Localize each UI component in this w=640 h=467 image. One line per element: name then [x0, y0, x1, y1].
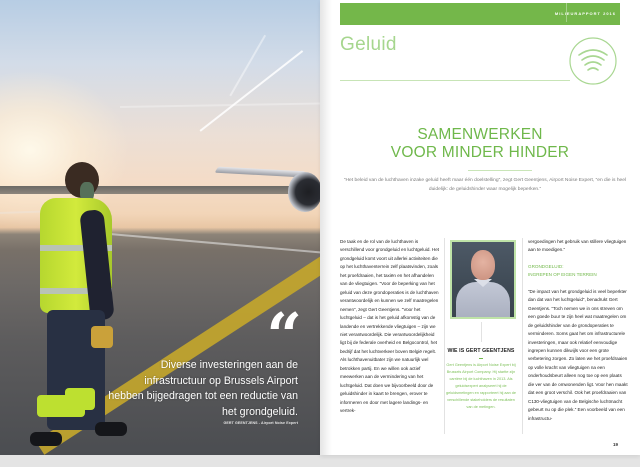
spine-shadow	[320, 0, 332, 455]
portrait-shirt	[456, 282, 510, 319]
headline-line-1: SAMENWERKEN	[417, 126, 543, 143]
subhead-line-2: INGREPEN OP EIGEN TERREIN	[528, 272, 597, 278]
worker-boot	[30, 432, 62, 446]
pull-quote: Diverse investeringen aan de infrastructuur op Brussels Airport hebben bijgedragen tot een reductie van het grondgeluid.	[108, 359, 298, 418]
headline-rule	[468, 170, 532, 171]
right-page	[320, 0, 640, 455]
article-column-1	[340, 238, 440, 416]
headline-line-2: VOOR MINDER HINDER	[390, 144, 570, 161]
quotation-mark-icon: “	[266, 299, 298, 372]
column-rule	[522, 238, 523, 434]
contrail	[200, 50, 303, 131]
airplane-engine	[288, 172, 320, 212]
column-1-text: De taak en de rol van de luchthaven is verschillend voor grondgeluid en luchtgeluid. Het grondgeluid komt voort uit allerlei activiteiten die op het luchthaventerrein zelf plaatsvinden, zoals het proefdraaien, het taxiën en het afhandelen van de vliegtuigen. “Voor de beperking van het geluid van deze grondoperaties is de luchthaven verantwoordelijk en kunnen we zelf maatregelen nemen”, zegt Gert Geentjens. “Voor het luchtgeluid – dat is het geluid afkomstig van de landende en vertrekkende vliegtuigen – zijn we niet verantwoordelijk. Die verantwoordelijkheid ligt bij de federale overheid en Belgocontrol, het bedrijf dat het luchtverkeer boven België regelt. Als luchthavenuitbater zijn we natuurlijk wel betrokken partij. En we willen ook actief meewerken aan de vermindering van het luchtgeluid. Dat doen we bijvoorbeeld door de geluidshinder in kaart te brengen, erover te informeren en door met lagere landings- en vertrek-	[340, 239, 440, 414]
bio-dash	[479, 358, 483, 359]
column-3-body: “De impact van het grondgeluid is veel beperkter dan dat van het luchtgeluid”, benadrukt Gert Geentjens. “Toch nemen we in ons streven om een goede buur te zijn heel wat maatregelen om de geluidshinder van de grondoperaties te verminderen. Soms gaat het om infrastructurele investeringen, maar ook relatief eenvoudige ingrepen kunnen dikwijls voor een grote verbetering zorgen. Zo laten we het proefdraaien op volle kracht van vliegtuigen na een onderhoudsbeurt alleen nog toe op een plaats die ver van de omwonenden ligt. Voor hen maakt dat een groot verschil. Ook het proefdraaien van C130-vliegtuigen van de Belgische luchtmacht gebeurt nu op die plek.” Een voorbeeld van een infrastructu-	[528, 288, 628, 421]
sidebar-connector	[481, 322, 482, 342]
pull-quote-attribution: GERT GEENTJENS - Airport Noise Expert	[223, 421, 298, 425]
section-rule	[340, 80, 570, 81]
subhead-line-1: GRONDGELUID:	[528, 263, 564, 269]
article-headline	[320, 126, 640, 162]
worker-boot	[95, 422, 127, 436]
sound-waves-icon	[568, 36, 618, 86]
article-column-3	[528, 238, 628, 423]
portrait-photo	[450, 240, 516, 319]
portrait-face	[471, 250, 495, 280]
article-intro: “Het beleid van de luchthaven inzake geluid heeft maar één doelstelling”, zegt Gert Geentjens, Airport Noise Expert, “en die is heel duidelijk: de geluidshinder waar mogelijk beperken.”	[343, 178, 627, 192]
report-label: MILIEURAPPORT 2016	[554, 11, 616, 16]
page-number: 19	[612, 442, 618, 447]
bio-title: WIE IS GERT GEENTJENS	[447, 348, 515, 354]
header-divider	[566, 3, 567, 22]
section-title: Geluid	[340, 34, 397, 55]
contrail	[229, 35, 265, 96]
airplane-wing	[215, 167, 306, 178]
bio-text: Gert Geentjens is Airport Noise Expert bij Brussels Airport Company. Hij startte zijn carrière bij de luchthaven in 2013. Als geluidsexpert analyseert hij de geluidsmetingen en rapporteert hij aan de verschillende stakeholders de resultaten van de metingen.	[445, 363, 517, 409]
column-3-lead: vergoedingen het gebruik van stillere vliegtuigen aan te moedigen.”	[528, 239, 627, 253]
contrail	[120, 103, 320, 108]
hi-vis-leg-band	[65, 388, 95, 410]
left-page-photo	[0, 0, 320, 455]
worker-glove	[91, 326, 113, 348]
report-header-bar	[340, 3, 620, 25]
